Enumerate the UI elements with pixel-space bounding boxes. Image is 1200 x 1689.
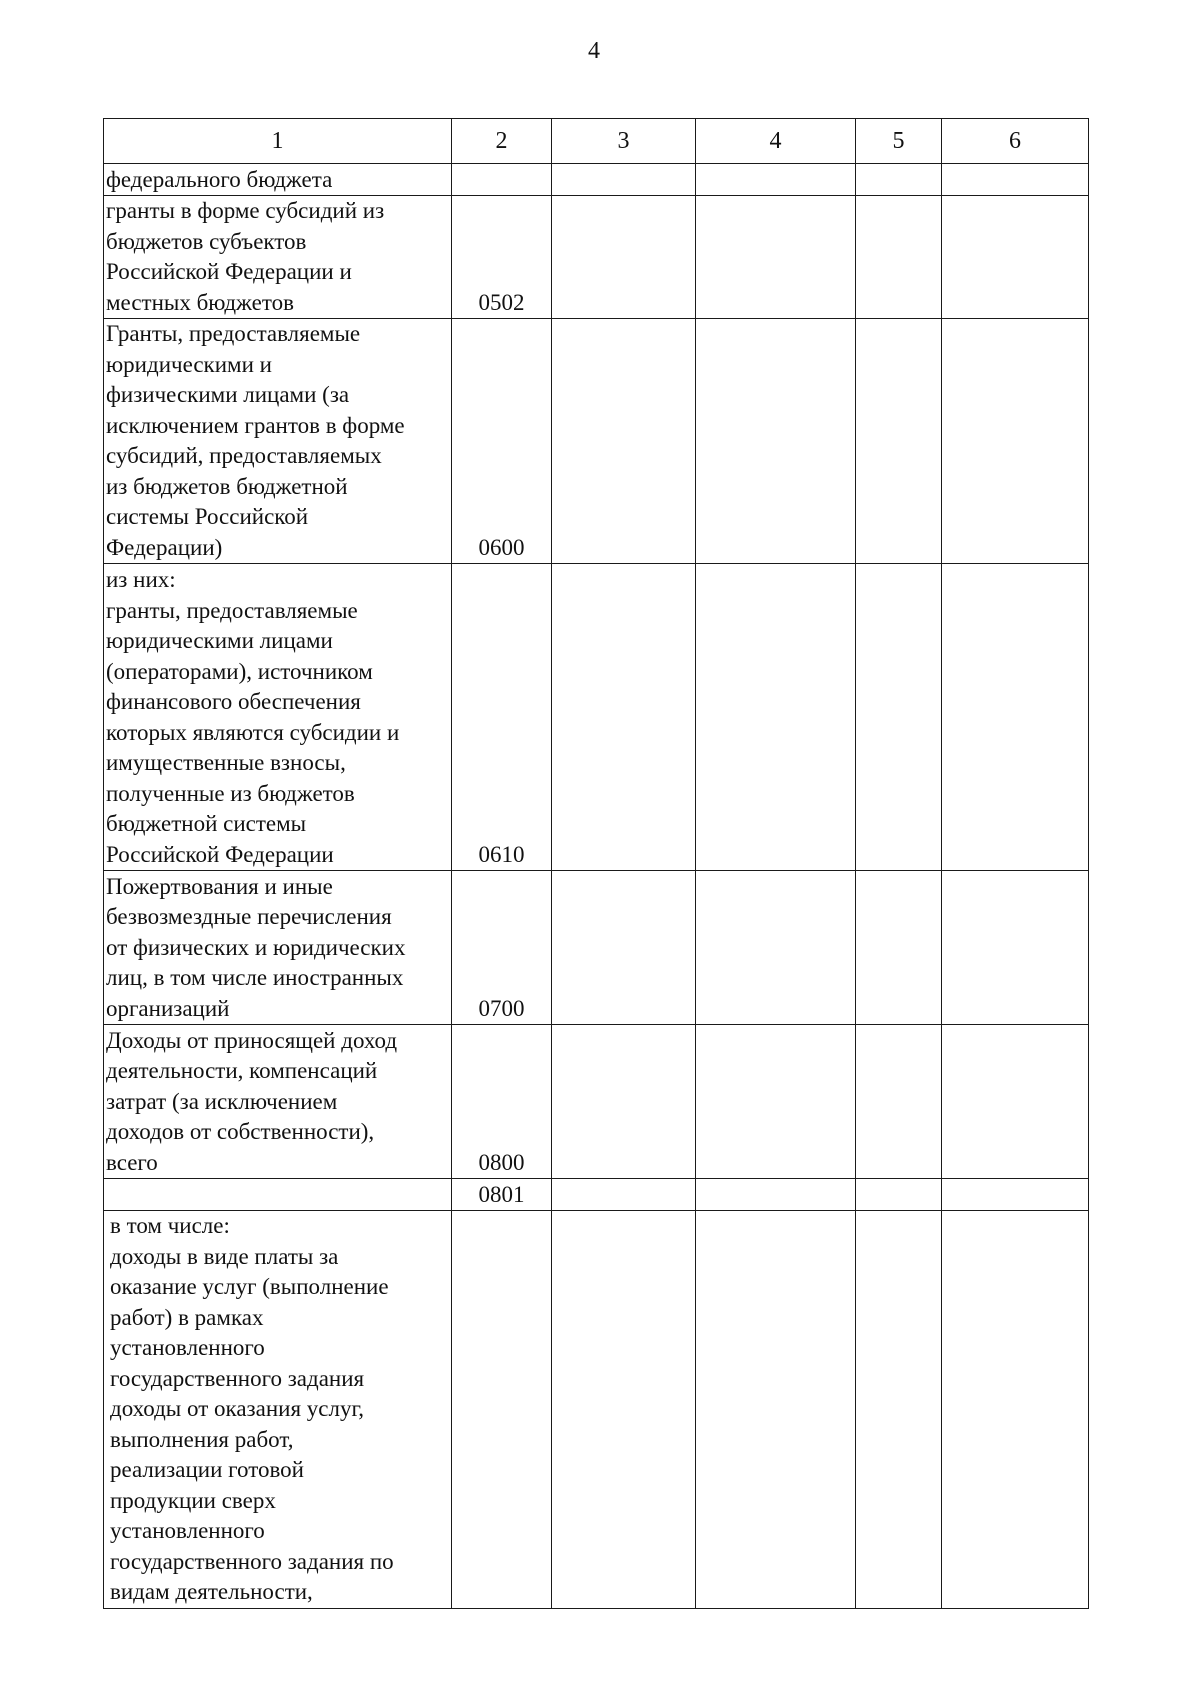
row-name-line: продукции сверх [110, 1487, 276, 1513]
value-cell-col-5 [856, 196, 942, 319]
row-name-line: гранты в форме субсидий из [106, 198, 385, 223]
row-name-line: доходы в виде платы за [110, 1243, 339, 1269]
column-header: 5 [856, 119, 942, 164]
table-row [104, 164, 1089, 196]
row-name-line: Гранты, предоставляемые [106, 321, 361, 346]
row-name-line: реализации готовой [110, 1457, 304, 1482]
value-cell-col-5 [856, 319, 942, 564]
row-code-cell [452, 164, 552, 196]
row-name-cell [104, 319, 452, 564]
value-cell-col-4 [696, 1211, 856, 1609]
row-name-line: выполнения работ, [110, 1426, 294, 1452]
column-header: 2 [452, 119, 552, 164]
row-name-line: видам деятельности, [110, 1579, 313, 1604]
row-name-line: федерального бюджета [106, 166, 333, 192]
row-name-cell [104, 196, 452, 319]
value-cell-col-6 [942, 871, 1089, 1025]
row-name-cell [104, 1025, 452, 1179]
value-cell-col-3 [552, 564, 696, 871]
row-name-line: полученные из бюджетов [106, 780, 355, 806]
row-code-cell: 0700 [452, 871, 552, 1025]
table-row [104, 1211, 1089, 1609]
row-name-line: (операторами), источником [106, 658, 373, 684]
value-cell-col-4 [696, 1179, 856, 1211]
table-header-row [104, 119, 1089, 164]
row-code-cell: 0610 [452, 564, 552, 871]
row-code-cell: 0600 [452, 319, 552, 564]
report-table [103, 118, 1089, 1609]
row-name-line: бюджетов субъектов [106, 228, 307, 254]
row-code-cell: 0801 [452, 1179, 552, 1211]
value-cell-col-6 [942, 164, 1089, 196]
row-name-line: которых являются субсидии и [106, 719, 400, 745]
row-name-line: юридическими лицами [106, 628, 333, 653]
row-name-line: системы Российской [106, 504, 309, 529]
table-row [104, 1179, 1089, 1211]
value-cell-col-3 [552, 1211, 696, 1609]
row-name-line: затрат (за исключением [106, 1088, 338, 1114]
table-row [104, 1025, 1089, 1179]
value-cell-col-3 [552, 164, 696, 196]
value-cell-col-6 [942, 564, 1089, 871]
row-name-line: Российской Федерации [106, 841, 334, 867]
row-name-line: деятельности, компенсаций [106, 1058, 378, 1083]
row-name-line: Доходы от приносящей доход [106, 1027, 398, 1053]
row-name-cell [104, 164, 452, 196]
table-row [104, 871, 1089, 1025]
value-cell-col-3 [552, 196, 696, 319]
column-header: 3 [552, 119, 696, 164]
row-name-line: физическими лицами (за [106, 382, 350, 407]
row-name-cell [104, 1211, 452, 1609]
row-name-line: безвозмездные перечисления [106, 904, 392, 929]
value-cell-col-5 [856, 871, 942, 1025]
row-name-line: в том числе: [110, 1213, 230, 1238]
value-cell-col-4 [696, 564, 856, 871]
value-cell-col-6 [942, 1179, 1089, 1211]
value-cell-col-5 [856, 1179, 942, 1211]
row-name-line: государственного задания [110, 1365, 365, 1391]
value-cell-col-6 [942, 1025, 1089, 1179]
value-cell-col-3 [552, 1179, 696, 1211]
value-cell-col-6 [942, 1211, 1089, 1609]
row-name-line: имущественные взносы, [106, 750, 346, 775]
row-name-line: доходы от оказания услуг, [110, 1396, 365, 1421]
value-cell-col-5 [856, 164, 942, 196]
value-cell-col-3 [552, 871, 696, 1025]
column-header: 1 [104, 119, 452, 164]
table-row [104, 564, 1089, 871]
row-name-line: лиц, в том числе иностранных [106, 965, 404, 990]
row-name-line: установленного [110, 1335, 265, 1360]
row-name-line: работ) в рамках [110, 1304, 264, 1330]
row-code-cell [452, 1211, 552, 1609]
value-cell-col-4 [696, 871, 856, 1025]
row-name-line: государственного задания по [110, 1548, 394, 1574]
column-header: 4 [696, 119, 856, 164]
value-cell-col-3 [552, 1025, 696, 1179]
row-name-line: Российской Федерации и [106, 259, 352, 284]
row-name-line: финансового обеспечения [106, 689, 361, 714]
row-name-line: гранты, предоставляемые [106, 597, 358, 623]
value-cell-col-5 [856, 1025, 942, 1179]
value-cell-col-4 [696, 196, 856, 319]
table-row [104, 196, 1089, 319]
row-name-line: из бюджетов бюджетной [106, 473, 348, 499]
row-name-line: субсидий, предоставляемых [106, 443, 382, 468]
row-name-line: организаций [106, 995, 230, 1021]
column-header: 6 [942, 119, 1089, 164]
row-name-line: из них: [106, 567, 176, 592]
value-cell-col-6 [942, 319, 1089, 564]
value-cell-col-3 [552, 319, 696, 564]
row-name-cell [104, 871, 452, 1025]
value-cell-col-5 [856, 1211, 942, 1609]
value-cell-col-5 [856, 564, 942, 871]
row-name-line: всего [106, 1149, 158, 1175]
row-name-line: от физических и юридических [106, 934, 406, 960]
row-name-line: Федерации) [106, 534, 223, 560]
value-cell-col-4 [696, 164, 856, 196]
row-name-line: исключением грантов в форме [106, 412, 405, 438]
row-name-line: доходов от собственности), [106, 1119, 375, 1144]
row-name-cell [104, 564, 452, 871]
row-name-line: Пожертвования и иные [106, 873, 333, 899]
row-name-line: местных бюджетов [106, 289, 294, 315]
value-cell-col-4 [696, 319, 856, 564]
row-name-cell [104, 1179, 452, 1211]
row-name-line: юридическими и [106, 351, 272, 377]
row-name-line: установленного [110, 1518, 265, 1543]
table-row [104, 319, 1089, 564]
row-name-line: бюджетной системы [106, 811, 307, 836]
page-number: 4 [588, 38, 600, 64]
row-name-line: оказание услуг (выполнение [110, 1274, 389, 1299]
value-cell-col-4 [696, 1025, 856, 1179]
row-code-cell: 0502 [452, 196, 552, 319]
value-cell-col-6 [942, 196, 1089, 319]
row-code-cell: 0800 [452, 1025, 552, 1179]
